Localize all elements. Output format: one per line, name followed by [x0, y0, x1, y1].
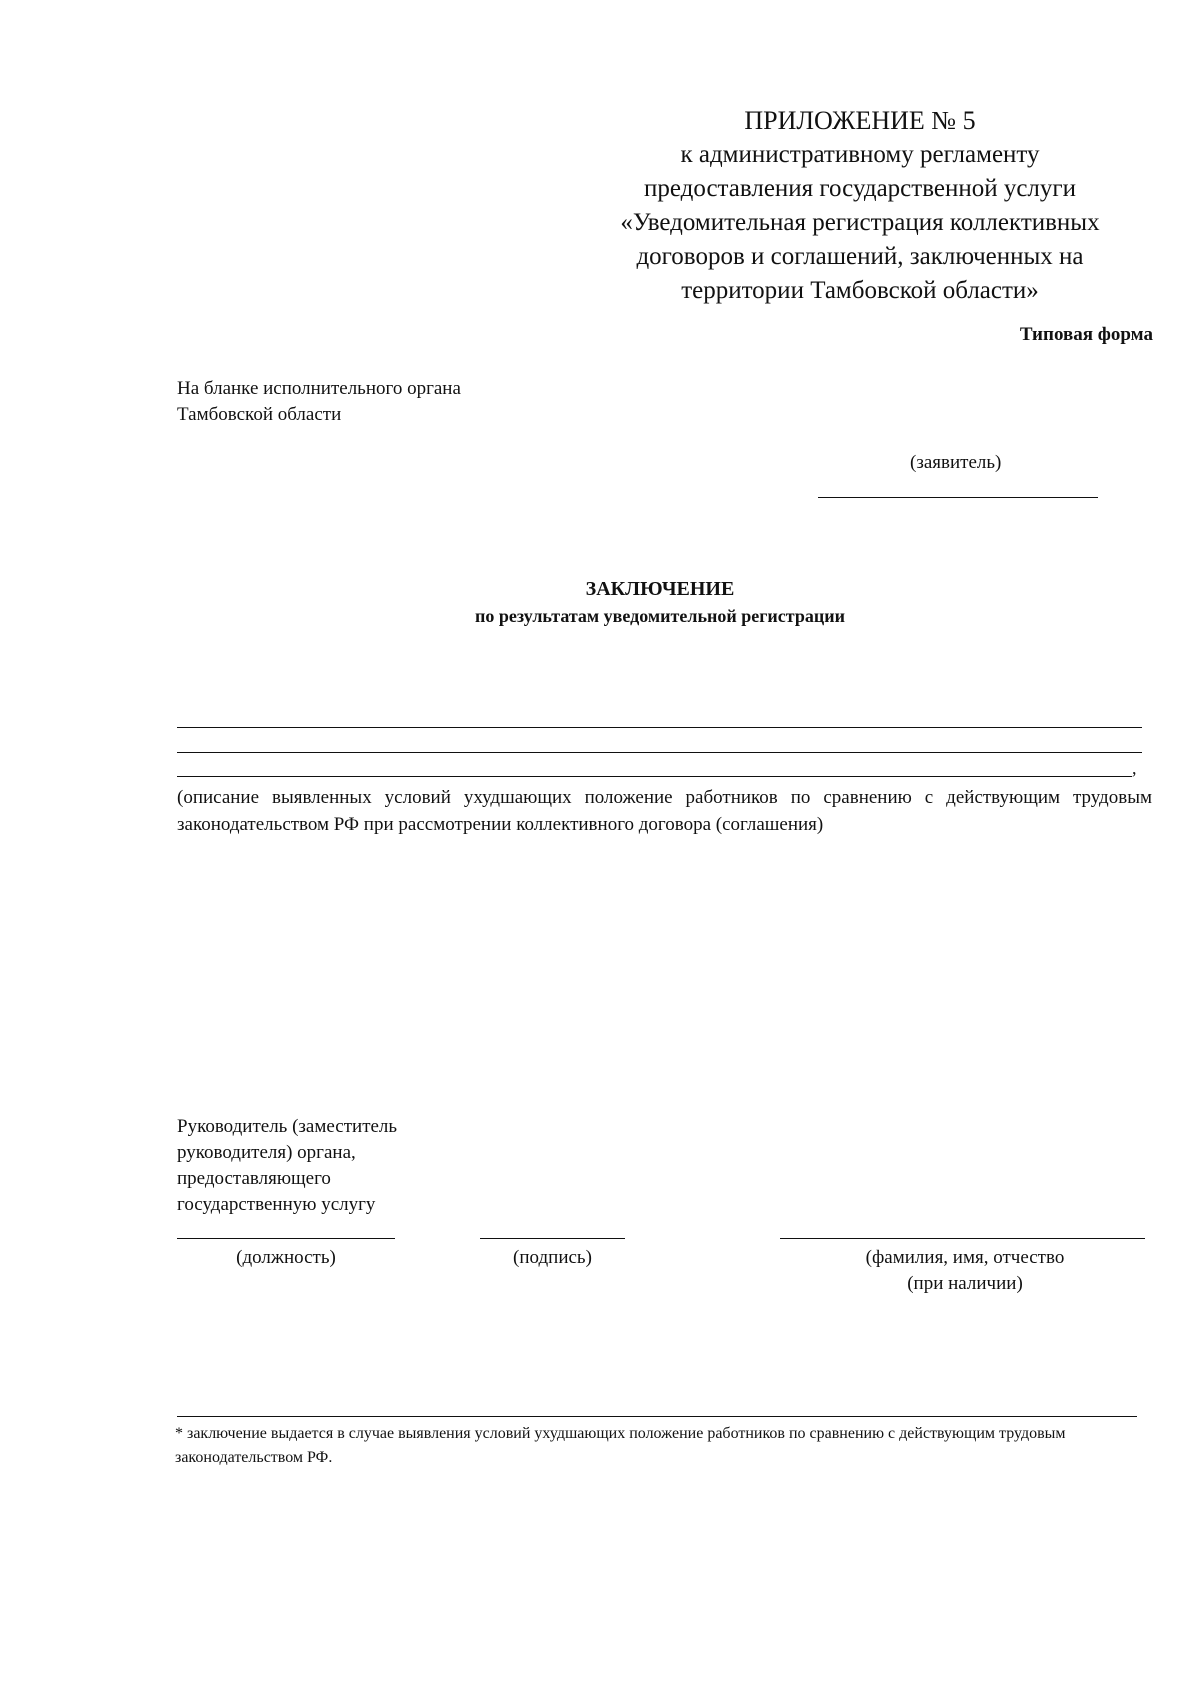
- appendix-line: договоров и соглашений, заключенных на: [636, 243, 1084, 270]
- blank-note-line: На бланке исполнительного органа: [177, 378, 461, 399]
- position-label: (должность): [236, 1247, 336, 1268]
- signer-line: руководителя) органа,: [177, 1142, 356, 1163]
- appendix-line: «Уведомительная регистрация коллективных: [620, 209, 1100, 236]
- position-fill-line[interactable]: [177, 1238, 395, 1239]
- applicant-fill-line[interactable]: [818, 497, 1098, 498]
- full-name-fill-line[interactable]: [780, 1238, 1145, 1239]
- document-subtitle: по результатам уведомительной регистрации: [475, 606, 845, 626]
- form-type-label: Типовая форма: [1019, 324, 1153, 345]
- signer-title: [177, 1114, 397, 1218]
- signer-line: предоставляющего: [177, 1168, 331, 1189]
- description-fill-line[interactable]: [177, 727, 1142, 728]
- appendix-line: территории Тамбовской области»: [681, 277, 1039, 304]
- full-name-label-line: (при наличии): [907, 1273, 1023, 1294]
- blank-note: [177, 376, 461, 428]
- footnote: * заключение выдается в случае выявления условий ухудшающих положение работников по сравнению с действующим трудовым законодательством РФ.: [175, 1425, 1066, 1466]
- appendix-title: ПРИЛОЖЕНИЕ № 5: [744, 106, 976, 135]
- appendix-line: предоставления государственной услуги: [643, 175, 1077, 202]
- signer-line: государственную услугу: [177, 1194, 376, 1215]
- signer-line: Руководитель (заместитель: [177, 1116, 398, 1137]
- applicant-label: (заявитель): [910, 452, 1002, 473]
- full-name-label: [815, 1245, 1115, 1297]
- description-comma: ,: [1132, 758, 1137, 778]
- signature-label: (подпись): [513, 1247, 592, 1268]
- description-fill-line[interactable]: [177, 752, 1142, 753]
- full-name-label-line: (фамилия, имя, отчество: [865, 1247, 1065, 1268]
- appendix-header: [560, 104, 1160, 308]
- document-title: ЗАКЛЮЧЕНИЕ: [585, 578, 735, 600]
- signature-fill-line[interactable]: [480, 1238, 625, 1239]
- blank-note-line: Тамбовской области: [177, 404, 342, 425]
- appendix-line: к административному регламенту: [680, 141, 1040, 168]
- description-fill-line[interactable]: [177, 776, 1132, 777]
- description-caption: (описание выявленных условий ухудшающих положение работников по сравнению с действующим трудовым законодательством РФ при рассмотрении коллективного договора (соглашения): [177, 787, 1152, 835]
- footnote-divider: [177, 1416, 1137, 1417]
